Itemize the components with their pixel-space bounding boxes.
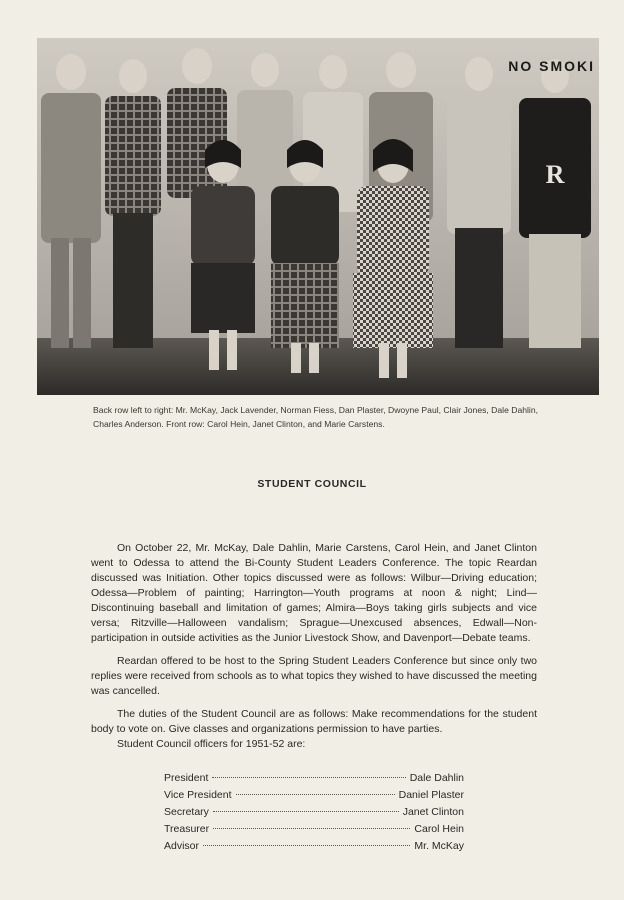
paragraph-conference: On October 22, Mr. McKay, Dale Dahlin, Marie Carstens, Carol Hein, and Janet Clinton went to Odessa to attend the Bi-County Student Leaders Conference. The topic Reardan discussed was Initiation. Other topics discussed were as follows: Wilbur—Driving education; Odessa—Problem of painting; Harrington—Youth programs at noon & night; Lind—Discontinuing baseball and limitation of games; Almira—Boys taking girls subjects and vice versa; Ritzville—Halloween vandalism; Sprague—Unexcused absences, Edwall—Non-participation in outside activities as the Junior Livestock Show, and Davenport—Debate teams. [91,542,537,644]
officer-name: Carol Hein [414,823,464,835]
officer-role: Advisor [164,840,200,852]
officer-row [164,789,464,806]
officer-row [164,823,464,840]
paragraph-duties: The duties of the Student Council are as follows: Make recommendations for the student body to vote on. Give classes and organizations permission to have parties. [91,708,537,735]
no-smoking-sign: NO SMOKI [508,58,595,74]
leader-dots [236,794,395,795]
officer-name: Daniel Plaster [398,789,464,801]
leader-dots [213,811,399,812]
leader-dots [213,828,410,829]
officer-name: Dale Dahlin [409,772,464,784]
group-photo [37,38,599,395]
photo-illustration [37,38,599,395]
officer-role: Secretary [164,806,209,818]
officer-row [164,806,464,823]
officer-role: Vice President [164,789,232,801]
paragraph-spring-conference: Reardan offered to be host to the Spring Student Leaders Conference but since only two replies were received from schools as to what topics they wished to have discussed the meeting was cancelled. [91,655,537,697]
officers-list [164,772,464,857]
paragraph-officers-intro: Student Council officers for 1951-52 are: [117,738,306,750]
leader-dots [212,777,405,778]
officer-row [164,772,464,789]
officer-name: Mr. McKay [414,840,464,852]
leader-dots [203,845,410,846]
officer-row [164,840,464,857]
front-row [191,139,433,378]
page-title: STUDENT COUNCIL [257,478,367,490]
svg-text:R: R [545,160,565,189]
article-body [91,541,537,752]
photo-caption: Back row left to right: Mr. McKay, Jack Lavender, Norman Fiess, Dan Plaster, Dwoyne Paul, Clair Jones, Dale Dahlin, Charles Anderson. Front row: Carol Hein, Janet Clinton, and Marie Carstens. [93,405,538,429]
officer-name: Janet Clinton [402,806,464,818]
officer-role: Treasurer [164,823,210,835]
officer-role: President [164,772,209,784]
